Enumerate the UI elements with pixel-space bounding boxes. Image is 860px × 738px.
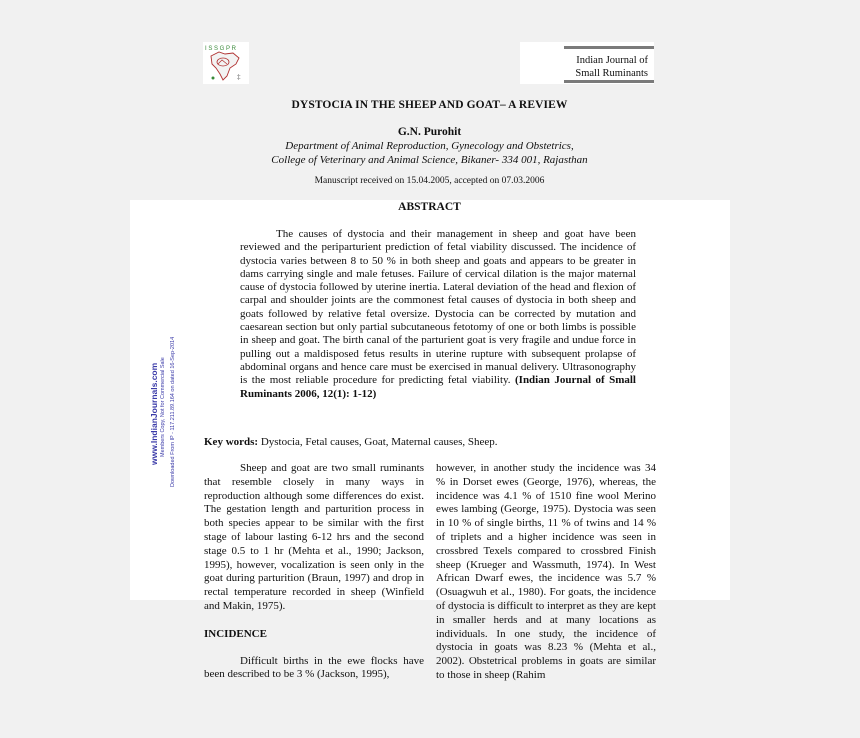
affiliation-line1: Department of Animal Reproduction, Gynecology and Obstetrics,	[285, 140, 574, 152]
society-logo	[203, 42, 249, 84]
abstract-text	[240, 228, 636, 401]
journal-name-line1: Indian Journal of	[576, 55, 648, 66]
intro-paragraph: Sheep and goat are two small ruminants that resemble closely in many ways in reproduction although some differences do exist. The gestation length and parturition process in both species appear to be similar with the first stage of labour lasting 6-12 hrs and the second stage 0.5 to 1 hr (Mehta et al., 1990; Jackson, 1995), however, vocalization is seen only in the goat during parturition (Braun, 1997) and drop in rectal temperature recorded in sheep (Winfield and Makin, 1975).	[204, 462, 424, 612]
affiliation-line2: College of Veterinary and Animal Science, Bikaner- 334 001, Rajasthan	[271, 154, 588, 166]
header-rule-top	[564, 46, 654, 49]
keywords-label: Key words:	[204, 436, 259, 448]
body-column-right	[436, 462, 656, 683]
keywords	[204, 436, 655, 448]
header-rule-bottom	[564, 80, 654, 83]
download-watermark	[145, 315, 179, 490]
watermark-site: www.IndianJournals.com	[149, 362, 159, 465]
journal-header	[520, 42, 654, 84]
abstract-citation: (Indian Journal of Small Ruminants 2006, 12(1): 1-12)	[240, 374, 636, 400]
author-affiliation	[204, 139, 655, 167]
incidence-continued-paragraph: however, in another study the incidence was 34 % in Dorset ewes (George, 1976), whereas, the incidence was 4.1 % of 1510 fine wool Merino ewes lambing (George, 1975). Dystocia was seen in 10 % of single births, 11 % of twins and 14 % of triplets and a higher incidence was seen in crossbred Texels compared to crossbred Finish sheep (Krueger and Wassmuth, 1974). In West African Dwarf ewes, the incidence was 5.7 % (Osuagwuh et al., 1980). For goats, the incidence of dystocia is difficult to interpret as they are kept in smaller herds and at many locations as individuals. In one study, the incidence of dystocia in goats was 8.23 % (Mehta et al., 2002). Obstetrical problems in goats are similar to those in sheep (Rahim	[436, 462, 656, 681]
article-title: DYSTOCIA IN THE SHEEP AND GOAT– A REVIEW	[291, 99, 568, 111]
logo-lettering: I S S G P R	[205, 46, 236, 52]
abstract-body: The causes of dystocia and their management in sheep and goat have been reviewed and the periparturient prediction of fetal viability discussed. The incidence of dystocia varies between 8 to 50 % in both sheep and goats and appears to be greater in dams carrying single and male fetuses. Failure of cervical dilation is the major maternal cause of dystocia followed by uterine inertia. Lateral deviation of the head and flexion of carpal and shoulder joints are the commonest fetal causes of dystocia in both sheep and goats followed by relative fetal oversize. Dystocia can be corrected by mutation and caesarean section but only partial subcutaneous fetotomy of one or both limbs is possible in sheep and goat. The birth canal of the parturient goat is very fragile and undue force in pulling out a maldisposed fetus results in uterine rupture with subsequent prolapse of abdominal organs and hence care must be exercised in manual delivery. Ultrasonography is the most reliable procedure for predicting fetal viability.	[240, 228, 636, 387]
body-column-left	[204, 462, 424, 682]
manuscript-dates: Manuscript received on 15.04.2005, accepted on 07.03.2006	[314, 176, 545, 186]
journal-name-line2: Small Ruminants	[575, 68, 648, 79]
author-name: G.N. Purohit	[397, 126, 462, 138]
watermark-copy-notice: Members Copy, Not for Commercial Sale	[160, 357, 166, 457]
india-map-logo-icon	[203, 42, 249, 84]
keywords-text: Dystocia, Fetal causes, Goat, Maternal causes, Sheep.	[258, 436, 498, 448]
abstract-heading: ABSTRACT	[398, 201, 461, 213]
section-heading-incidence: INCIDENCE	[204, 627, 267, 640]
journal-name	[564, 54, 648, 80]
svg-text:‡: ‡	[237, 73, 241, 81]
incidence-paragraph: Difficult births in the ewe flocks have been described to be 3 % (Jackson, 1995),	[204, 654, 424, 681]
watermark-download-info: Downloaded From IP - 117.211.89.164 on dated 16-Sep-2014	[170, 336, 176, 487]
